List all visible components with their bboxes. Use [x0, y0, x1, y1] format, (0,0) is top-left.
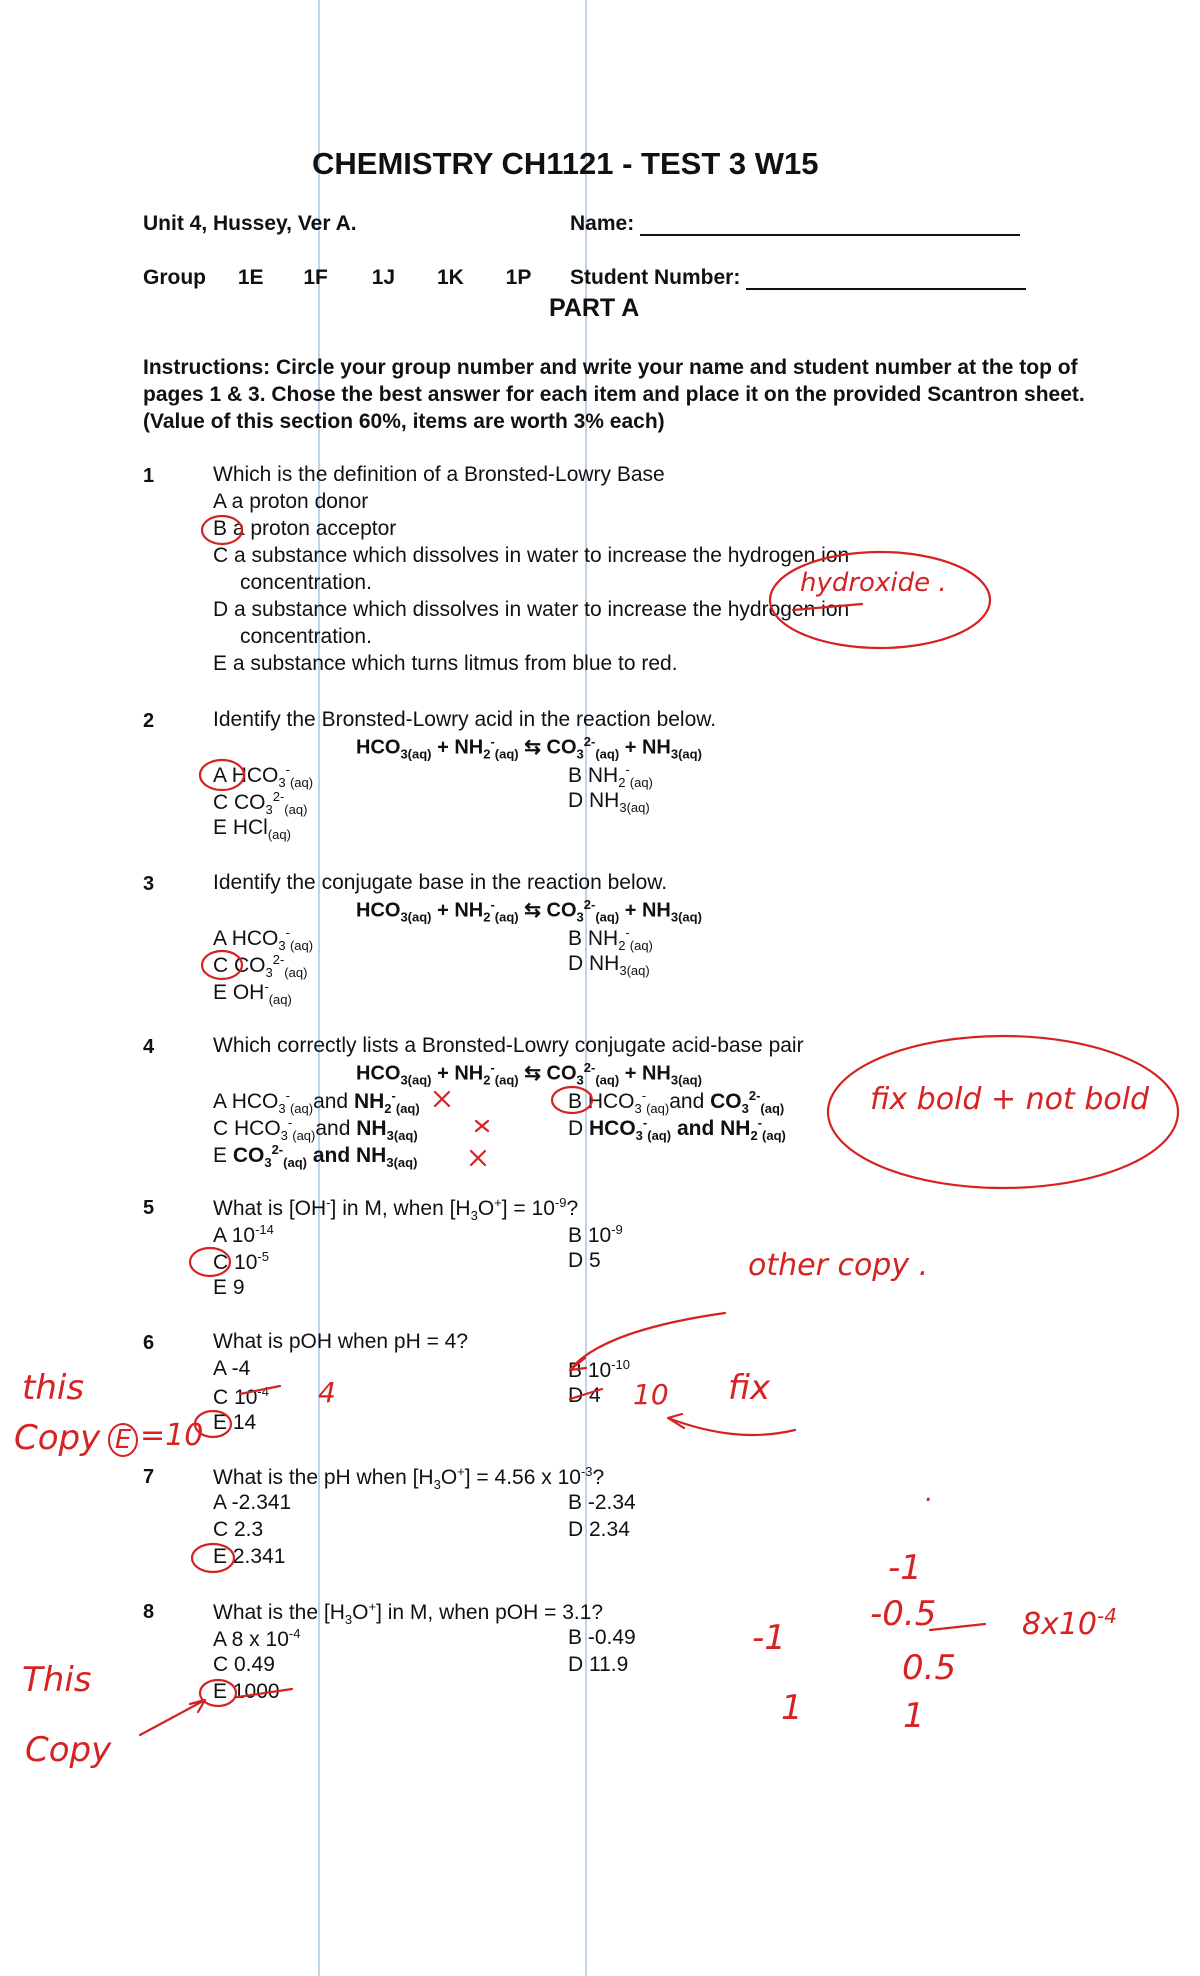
fraction-line [930, 1624, 985, 1630]
question-number: 1 [143, 465, 155, 487]
option-b[interactable]: B a proton acceptor [213, 517, 397, 540]
option-a[interactable]: A $HCO_3^-_{(aq)}and$ $NH_2^-_{(aq)}$ [213, 1088, 420, 1117]
option-c[interactable]: C $CO_3^{2-}_{(aq)}$ [213, 789, 308, 818]
option-e[interactable]: E $CO_3^{2-}_{(aq)}$ and $NH_{3(aq)}$ [213, 1142, 418, 1171]
option-c[interactable]: C $HCO_3^-_{(aq)}and$ $NH_{3(aq)}$ [213, 1115, 418, 1144]
option-e[interactable]: E 2.341 [213, 1545, 286, 1568]
calc-value: -1 [752, 1618, 786, 1658]
question-number: 8 [143, 1601, 155, 1623]
student-number-field[interactable] [570, 266, 1026, 290]
arrow-mark [668, 1414, 795, 1435]
calc-value: 0.5 [902, 1648, 957, 1688]
note-fix-bold: fix bold + not bold [870, 1082, 1150, 1117]
option-a[interactable]: A -2.341 [213, 1491, 292, 1514]
note-this-copy: Copy [14, 1418, 101, 1458]
question-text: Identify the conjugate base in the reaction below. [213, 871, 668, 894]
cross-mark [471, 1151, 485, 1165]
cross-mark [435, 1092, 449, 1106]
option-c[interactable]: C $10^{-4}$ [213, 1384, 269, 1409]
note-ten: 10 [633, 1378, 669, 1411]
calc-value: 1 [903, 1696, 925, 1736]
option-d[interactable]: D $NH_{3(aq)}$ [568, 952, 650, 979]
option-e[interactable]: E HCl$_{(aq)}$ [213, 816, 291, 843]
option-a[interactable]: A $HCO_3^-_{(aq)}$ [213, 762, 314, 791]
note-hydroxide: hydroxide . [800, 568, 947, 598]
note-this-copy: this [22, 1368, 85, 1408]
group-row [143, 266, 531, 290]
student-number-label: Student Number: [570, 266, 741, 289]
note-this-copy: Copy [25, 1730, 112, 1770]
question-text: Identify the Bronsted-Lowry acid in the reaction below. [213, 708, 717, 731]
option-c[interactable]: C 0.49 [213, 1653, 275, 1676]
note-this-copy: This [22, 1660, 92, 1700]
question-number: 6 [143, 1332, 155, 1354]
unit-label: Unit 4, Hussey, Ver A. [143, 212, 357, 235]
option-a[interactable]: A 8 x $10^{-4}$ [213, 1626, 301, 1651]
option-c[interactable]: C $10^{-5}$ [213, 1249, 269, 1274]
question-text: Which correctly lists a Bronsted-Lowry conjugate acid-base pair [213, 1034, 804, 1057]
option-d[interactable]: D 2.34 [568, 1518, 630, 1541]
question-text: What is the pH when $[H_3O^+] = 4.56$ x $10^{-3}$? [213, 1464, 605, 1493]
note-other-copy: other copy . [748, 1248, 929, 1283]
note-eq-ten: =10 [140, 1418, 204, 1453]
instructions: Instructions: Circle your group number and write your name and student number at the top of pages 1 & 3. Chose the best answer for each item and place it on the provided Scantron sheet. (Value of this section 60%, items are worth 3% each) [143, 356, 1085, 433]
question-number: 5 [143, 1197, 155, 1219]
option-b[interactable]: B $10^{-9}$ [568, 1222, 623, 1247]
option-b[interactable]: B $10^{-10}$ [568, 1357, 631, 1382]
name-label: Name: [570, 212, 635, 235]
option-a[interactable]: A $10^{-14}$ [213, 1222, 274, 1247]
option-d[interactable]: D a substance which dissolves in water to increase the hydrogen ion [213, 598, 850, 621]
note-four: 4 [318, 1376, 336, 1409]
option-c-cont: concentration. [240, 571, 372, 594]
option-a[interactable]: A $HCO_3^-_{(aq)}$ [213, 925, 314, 954]
question-number: 7 [143, 1466, 155, 1488]
option-e[interactable]: E a substance which turns litmus from blue to red. [213, 652, 678, 675]
cross-mark [476, 1121, 488, 1131]
note-fix: fix [728, 1368, 771, 1408]
option-b[interactable]: B $NH_2^-_{(aq)}$ [568, 762, 653, 791]
option-e[interactable]: E $OH^-_{(aq)}$ [213, 979, 292, 1008]
name-field[interactable] [570, 212, 1020, 236]
option-d[interactable]: D $NH_{3(aq)}$ [568, 789, 650, 816]
fold-line-left [318, 0, 320, 1976]
option-e[interactable]: E 9 [213, 1276, 245, 1299]
option-d[interactable]: D 11.9 [568, 1653, 629, 1676]
group-option[interactable]: 1F [303, 266, 328, 289]
option-b[interactable]: B -0.49 [568, 1626, 636, 1649]
calc-value: -1 [888, 1548, 922, 1588]
option-a[interactable]: A a proton donor [213, 490, 369, 513]
option-d-cont: concentration. [240, 625, 372, 648]
calc-value: -0.5 [870, 1594, 937, 1634]
part-heading: PART A [549, 294, 640, 322]
group-label: Group [143, 266, 206, 289]
option-b[interactable]: B $HCO_3^-_{(aq)}and$ $CO_3^{2-}_{(aq)}$ [568, 1088, 785, 1117]
name-line[interactable] [640, 212, 1020, 236]
group-option[interactable]: 1P [505, 266, 532, 289]
group-option[interactable]: 1K [436, 266, 464, 289]
stray-dot: . [925, 1478, 934, 1508]
option-c[interactable]: C 2.3 [213, 1518, 264, 1541]
option-b[interactable]: B -2.34 [568, 1491, 636, 1514]
student-number-line[interactable] [746, 266, 1026, 290]
question-text: What is [OH-] in M, when $[H_3O^+] = 10^{-9}$? [213, 1195, 579, 1224]
group-option[interactable]: 1E [237, 266, 264, 289]
option-e[interactable]: E 14 [213, 1411, 257, 1434]
calc-value: $8x10^{-4}$ [1022, 1604, 1117, 1642]
option-c[interactable]: C a substance which dissolves in water to increase the hydrogen ion [213, 544, 850, 567]
question-text: Which is the definition of a Bronsted-Lowry Base [213, 463, 665, 486]
note-e-circled: E [108, 1423, 138, 1457]
arrow-mark [140, 1700, 205, 1735]
question-number: 2 [143, 710, 155, 732]
option-b[interactable]: B $NH_2^-_{(aq)}$ [568, 925, 653, 954]
reaction-equation: $HCO_{3(aq)} + NH_2^-_{(aq)}$ ⇆ $CO_3^{2-}_{(aq)} + NH_{3(aq)}$ [356, 1060, 702, 1088]
reaction-equation: $HCO_{3(aq)} + NH_2^-_{(aq)}$ ⇆ $CO_3^{2-}_{(aq)} + NH_{3(aq)}$ [356, 734, 702, 762]
reaction-equation: $HCO_{3(aq)} + NH_2^-_{(aq)}$ ⇆ $CO_3^{2-}_{(aq)} + NH_{3(aq)}$ [356, 897, 702, 925]
question-text: What is pOH when pH = 4? [213, 1330, 469, 1353]
option-d[interactable]: D $HCO_3^-_{(aq)}$ and $NH_2^-_{(aq)}$ [568, 1115, 786, 1144]
option-c[interactable]: C $CO_3^{2-}_{(aq)}$ [213, 952, 308, 981]
option-d[interactable]: D 5 [568, 1249, 601, 1272]
option-d[interactable]: D 4 [568, 1384, 601, 1407]
page-title: CHEMISTRY CH1121 - TEST 3 W15 [312, 146, 819, 181]
calc-value: 1 [781, 1688, 803, 1728]
question-number: 4 [143, 1036, 155, 1058]
option-e[interactable]: E 1000 [213, 1680, 280, 1703]
question-number: 3 [143, 873, 155, 895]
group-option[interactable]: 1J [371, 266, 396, 289]
option-a[interactable]: A -4 [213, 1357, 251, 1380]
question-text: What is the $[H_3O^+]$ in M, when pOH = 3.1? [213, 1599, 604, 1628]
